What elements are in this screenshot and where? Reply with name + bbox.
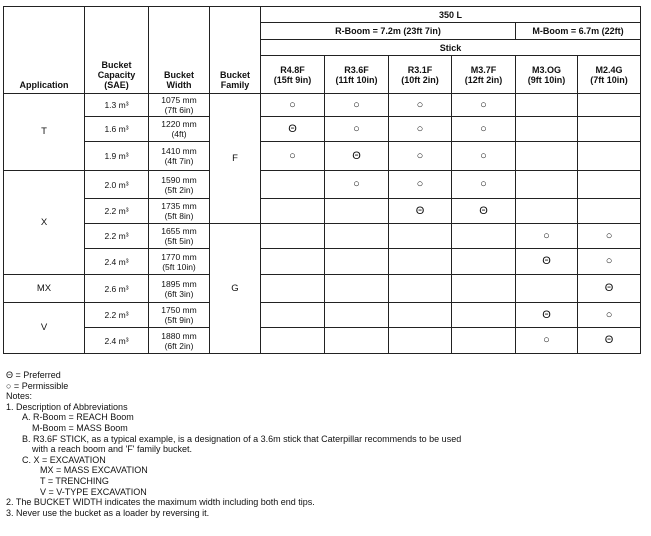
table-row	[4, 94, 641, 117]
stick-compat-cell	[516, 224, 578, 249]
bucket-family-header: Bucket Family	[210, 56, 261, 94]
stick-compat-cell	[389, 275, 452, 303]
bucket-width-cell	[149, 171, 210, 199]
stick-compat-cell	[325, 171, 389, 199]
width-ft: (5ft 8in)	[164, 211, 194, 221]
bucket-family-cell: F	[210, 94, 261, 224]
stick-compat-cell	[261, 199, 325, 224]
bucket-capacity-cell: 2.2 m³	[85, 199, 149, 224]
stick-code: M3.7F	[470, 64, 497, 75]
bucket-width-cell	[149, 328, 210, 354]
width-mm: 1220 mm	[161, 119, 197, 129]
stick-header-cell	[389, 56, 452, 94]
bucket-width-header: Bucket Width	[149, 56, 210, 94]
stick-compat-cell	[516, 94, 578, 117]
permissible-icon: ○	[480, 122, 487, 135]
stick-compat-cell	[516, 117, 578, 142]
stick-compat-cell	[389, 94, 452, 117]
note-line: MX = MASS EXCAVATION	[40, 465, 148, 476]
stick-compat-cell	[325, 117, 389, 142]
permissible-icon: ○	[289, 98, 296, 111]
stick-compat-cell	[261, 303, 325, 328]
bucket-capacity-cell: 1.6 m³	[85, 117, 149, 142]
bucket-capacity-cell: 2.6 m³	[85, 275, 149, 303]
width-mm: 1880 mm	[161, 330, 197, 341]
stick-compat-cell	[516, 275, 578, 303]
stick-header-cell	[452, 56, 516, 94]
permissible-icon: ○	[480, 98, 487, 111]
preferred-icon: Θ	[604, 282, 614, 294]
application-cell: MX	[4, 275, 85, 303]
table-row	[4, 328, 641, 354]
application-cell: X	[4, 171, 85, 275]
bucket-compatibility-table	[3, 6, 641, 354]
width-mm: 1075 mm	[161, 95, 197, 105]
bucket-capacity-cell: 2.0 m³	[85, 171, 149, 199]
table-row	[4, 249, 641, 275]
preferred-icon: Θ	[542, 255, 551, 267]
stick-compat-cell	[325, 142, 389, 171]
stick-compat-cell	[261, 249, 325, 275]
stick-compat-cell	[389, 303, 452, 328]
permissible-icon: ○	[416, 98, 424, 111]
bucket-capacity-cell: 2.2 m³	[85, 224, 149, 249]
stick-compat-cell	[389, 328, 452, 354]
stick-compat-cell	[578, 303, 641, 328]
stick-length: (9ft 10in)	[527, 74, 566, 85]
stick-compat-cell	[325, 224, 389, 249]
permissible-icon: ○	[543, 229, 550, 242]
bucket-width-cell	[149, 142, 210, 171]
table-row	[4, 303, 641, 328]
stick-compat-cell	[578, 171, 641, 199]
width-mm: 1750 mm	[161, 305, 197, 315]
note-line: A. R-Boom = REACH Boom	[22, 412, 134, 423]
width-ft: (4ft)	[171, 129, 187, 139]
width-mm: 1895 mm	[161, 278, 197, 289]
width-ft: (4ft 7in)	[164, 156, 194, 166]
table-row	[4, 117, 641, 142]
stick-compat-cell	[516, 171, 578, 199]
bucket-capacity-cell: 1.9 m³	[85, 142, 149, 171]
preferred-icon: Θ	[415, 204, 425, 217]
width-ft: (7ft 6in)	[164, 105, 194, 115]
bucket-width-cell	[149, 224, 210, 249]
stick-code: R3.1F	[407, 64, 433, 75]
bucket-width-cell	[149, 249, 210, 275]
bucket-width-cell	[149, 199, 210, 224]
stick-length: (7ft 10in)	[590, 74, 628, 85]
stick-compat-cell	[452, 303, 516, 328]
width-ft: (5ft 5in)	[164, 236, 194, 246]
stick-compat-cell	[452, 142, 516, 171]
stick-compat-cell	[325, 199, 389, 224]
stick-length: (10ft 2in)	[401, 74, 439, 85]
permissible-icon: ○	[353, 122, 360, 135]
permissible-icon: ○	[480, 149, 487, 162]
stick-compat-cell	[578, 199, 641, 224]
note-line: 1. Description of Abbreviations	[6, 401, 128, 412]
stick-compat-cell	[389, 199, 452, 224]
stick-length: (15ft 9in)	[273, 74, 312, 85]
note-line: ○ = Permissible	[6, 380, 69, 391]
bucket-width-cell	[149, 117, 210, 142]
table-row	[4, 171, 641, 199]
width-mm: 1590 mm	[161, 174, 197, 185]
stick-compat-cell	[261, 171, 325, 199]
note-line: 2. The BUCKET WIDTH indicates the maximum width including both end tips.	[6, 497, 315, 508]
stick-compat-cell	[578, 117, 641, 142]
stick-compat-cell	[452, 328, 516, 354]
model-header: 350 L	[261, 7, 641, 23]
stick-compat-cell	[578, 224, 641, 249]
width-ft: (6ft 2in)	[164, 340, 194, 351]
bucket-family-cell: G	[210, 224, 261, 354]
table-row	[4, 199, 641, 224]
permissible-icon: ○	[353, 98, 360, 111]
stick-compat-cell	[261, 94, 325, 117]
table-row	[4, 224, 641, 249]
note-line: Θ = Preferred	[6, 370, 61, 380]
stick-compat-cell	[578, 94, 641, 117]
stick-compat-cell	[389, 224, 452, 249]
bucket-capacity-cell: 1.3 m³	[85, 94, 149, 117]
stick-code: R4.8F	[280, 64, 305, 75]
permissible-icon: ○	[416, 178, 424, 190]
stick-header-cell	[325, 56, 389, 94]
stick-compat-cell	[452, 224, 516, 249]
stick-code: M2.4G	[595, 64, 623, 75]
width-mm: 1770 mm	[161, 251, 197, 262]
stick-header-cell	[516, 56, 578, 94]
stick-header-cell	[578, 56, 641, 94]
stick-compat-cell	[516, 328, 578, 354]
note-line: B. R3.6F STICK, as a typical example, is a designation of a 3.6m stick that Caterpillar recommends to be used	[22, 433, 462, 444]
stick-compat-cell	[261, 117, 325, 142]
stick-compat-cell	[389, 142, 452, 171]
preferred-icon: Θ	[542, 308, 551, 321]
stick-compat-cell	[325, 249, 389, 275]
bucket-capacity-cell: 2.2 m³	[85, 303, 149, 328]
stick-compat-cell	[452, 117, 516, 142]
stick-compat-cell	[452, 94, 516, 117]
notes-section	[6, 370, 646, 518]
stick-compat-cell	[389, 117, 452, 142]
width-ft: (5ft 2in)	[164, 184, 194, 195]
r-boom-header: R-Boom = 7.2m (23ft 7in)	[261, 23, 516, 40]
stick-compat-cell	[325, 328, 389, 354]
stick-compat-cell	[261, 328, 325, 354]
stick-compat-cell	[452, 171, 516, 199]
permissible-icon: ○	[416, 122, 424, 135]
stick-compat-cell	[578, 275, 641, 303]
permissible-icon: ○	[289, 149, 296, 162]
stick-compat-cell	[389, 249, 452, 275]
application-cell: T	[4, 94, 85, 171]
note-line: C. X = EXCAVATION	[22, 454, 106, 465]
note-line: M-Boom = MASS Boom	[32, 422, 128, 433]
permissible-icon: ○	[605, 308, 613, 321]
preferred-icon: Θ	[288, 122, 297, 135]
note-line: T = TRENCHING	[40, 475, 109, 486]
preferred-icon: Θ	[479, 204, 488, 217]
width-ft: (5ft 9in)	[164, 315, 194, 325]
stick-compat-cell	[578, 328, 641, 354]
stick-compat-cell	[325, 94, 389, 117]
stick-compat-cell	[325, 275, 389, 303]
stick-compat-cell	[516, 303, 578, 328]
note-line: 3. Never use the bucket as a loader by reversing it.	[6, 507, 210, 518]
stick-length: (11ft 10in)	[335, 74, 378, 85]
stick-code: R3.6F	[344, 64, 369, 75]
note-line: with a reach boom and 'F' family bucket.	[32, 444, 193, 455]
bucket-width-cell	[149, 275, 210, 303]
preferred-icon: Θ	[604, 334, 614, 346]
stick-compat-cell	[261, 275, 325, 303]
permissible-icon: ○	[543, 334, 550, 346]
stick-compat-cell	[325, 303, 389, 328]
stick-compat-cell	[578, 142, 641, 171]
bucket-capacity-header: Bucket Capacity (SAE)	[85, 56, 149, 94]
bucket-width-cell	[149, 94, 210, 117]
stick-compat-cell	[261, 224, 325, 249]
bucket-width-cell	[149, 303, 210, 328]
stick-compat-cell	[516, 142, 578, 171]
stick-compat-cell	[516, 199, 578, 224]
stick-code: M3.OG	[531, 64, 561, 75]
permissible-icon: ○	[480, 178, 487, 190]
stick-compat-cell	[516, 249, 578, 275]
stick-header-cell	[261, 56, 325, 94]
stick-compat-cell	[452, 275, 516, 303]
permissible-icon: ○	[605, 255, 613, 267]
stick-compat-cell	[452, 249, 516, 275]
bucket-capacity-cell: 2.4 m³	[85, 249, 149, 275]
stick-length: (12ft 2in)	[464, 74, 503, 85]
note-line: Notes:	[6, 391, 33, 402]
permissible-icon: ○	[353, 178, 360, 190]
stick-compat-cell	[389, 171, 452, 199]
width-ft: (5ft 10in)	[162, 261, 196, 272]
preferred-icon: Θ	[352, 149, 361, 162]
permissible-icon: ○	[416, 149, 424, 162]
width-mm: 1735 mm	[161, 201, 197, 211]
table-row	[4, 275, 641, 303]
m-boom-header: M-Boom = 6.7m (22ft)	[516, 23, 641, 40]
width-mm: 1410 mm	[161, 146, 197, 156]
stick-compat-cell	[452, 199, 516, 224]
stick-compat-cell	[261, 142, 325, 171]
application-header: Application	[4, 56, 85, 94]
note-line: V = V-TYPE EXCAVATION	[40, 486, 147, 497]
stick-header: Stick	[261, 40, 641, 56]
permissible-icon: ○	[605, 229, 613, 242]
width-mm: 1655 mm	[161, 226, 197, 236]
bucket-capacity-cell: 2.4 m³	[85, 328, 149, 354]
table-row	[4, 142, 641, 171]
width-ft: (6ft 3in)	[164, 288, 194, 299]
application-cell: V	[4, 303, 85, 354]
stick-compat-cell	[578, 249, 641, 275]
